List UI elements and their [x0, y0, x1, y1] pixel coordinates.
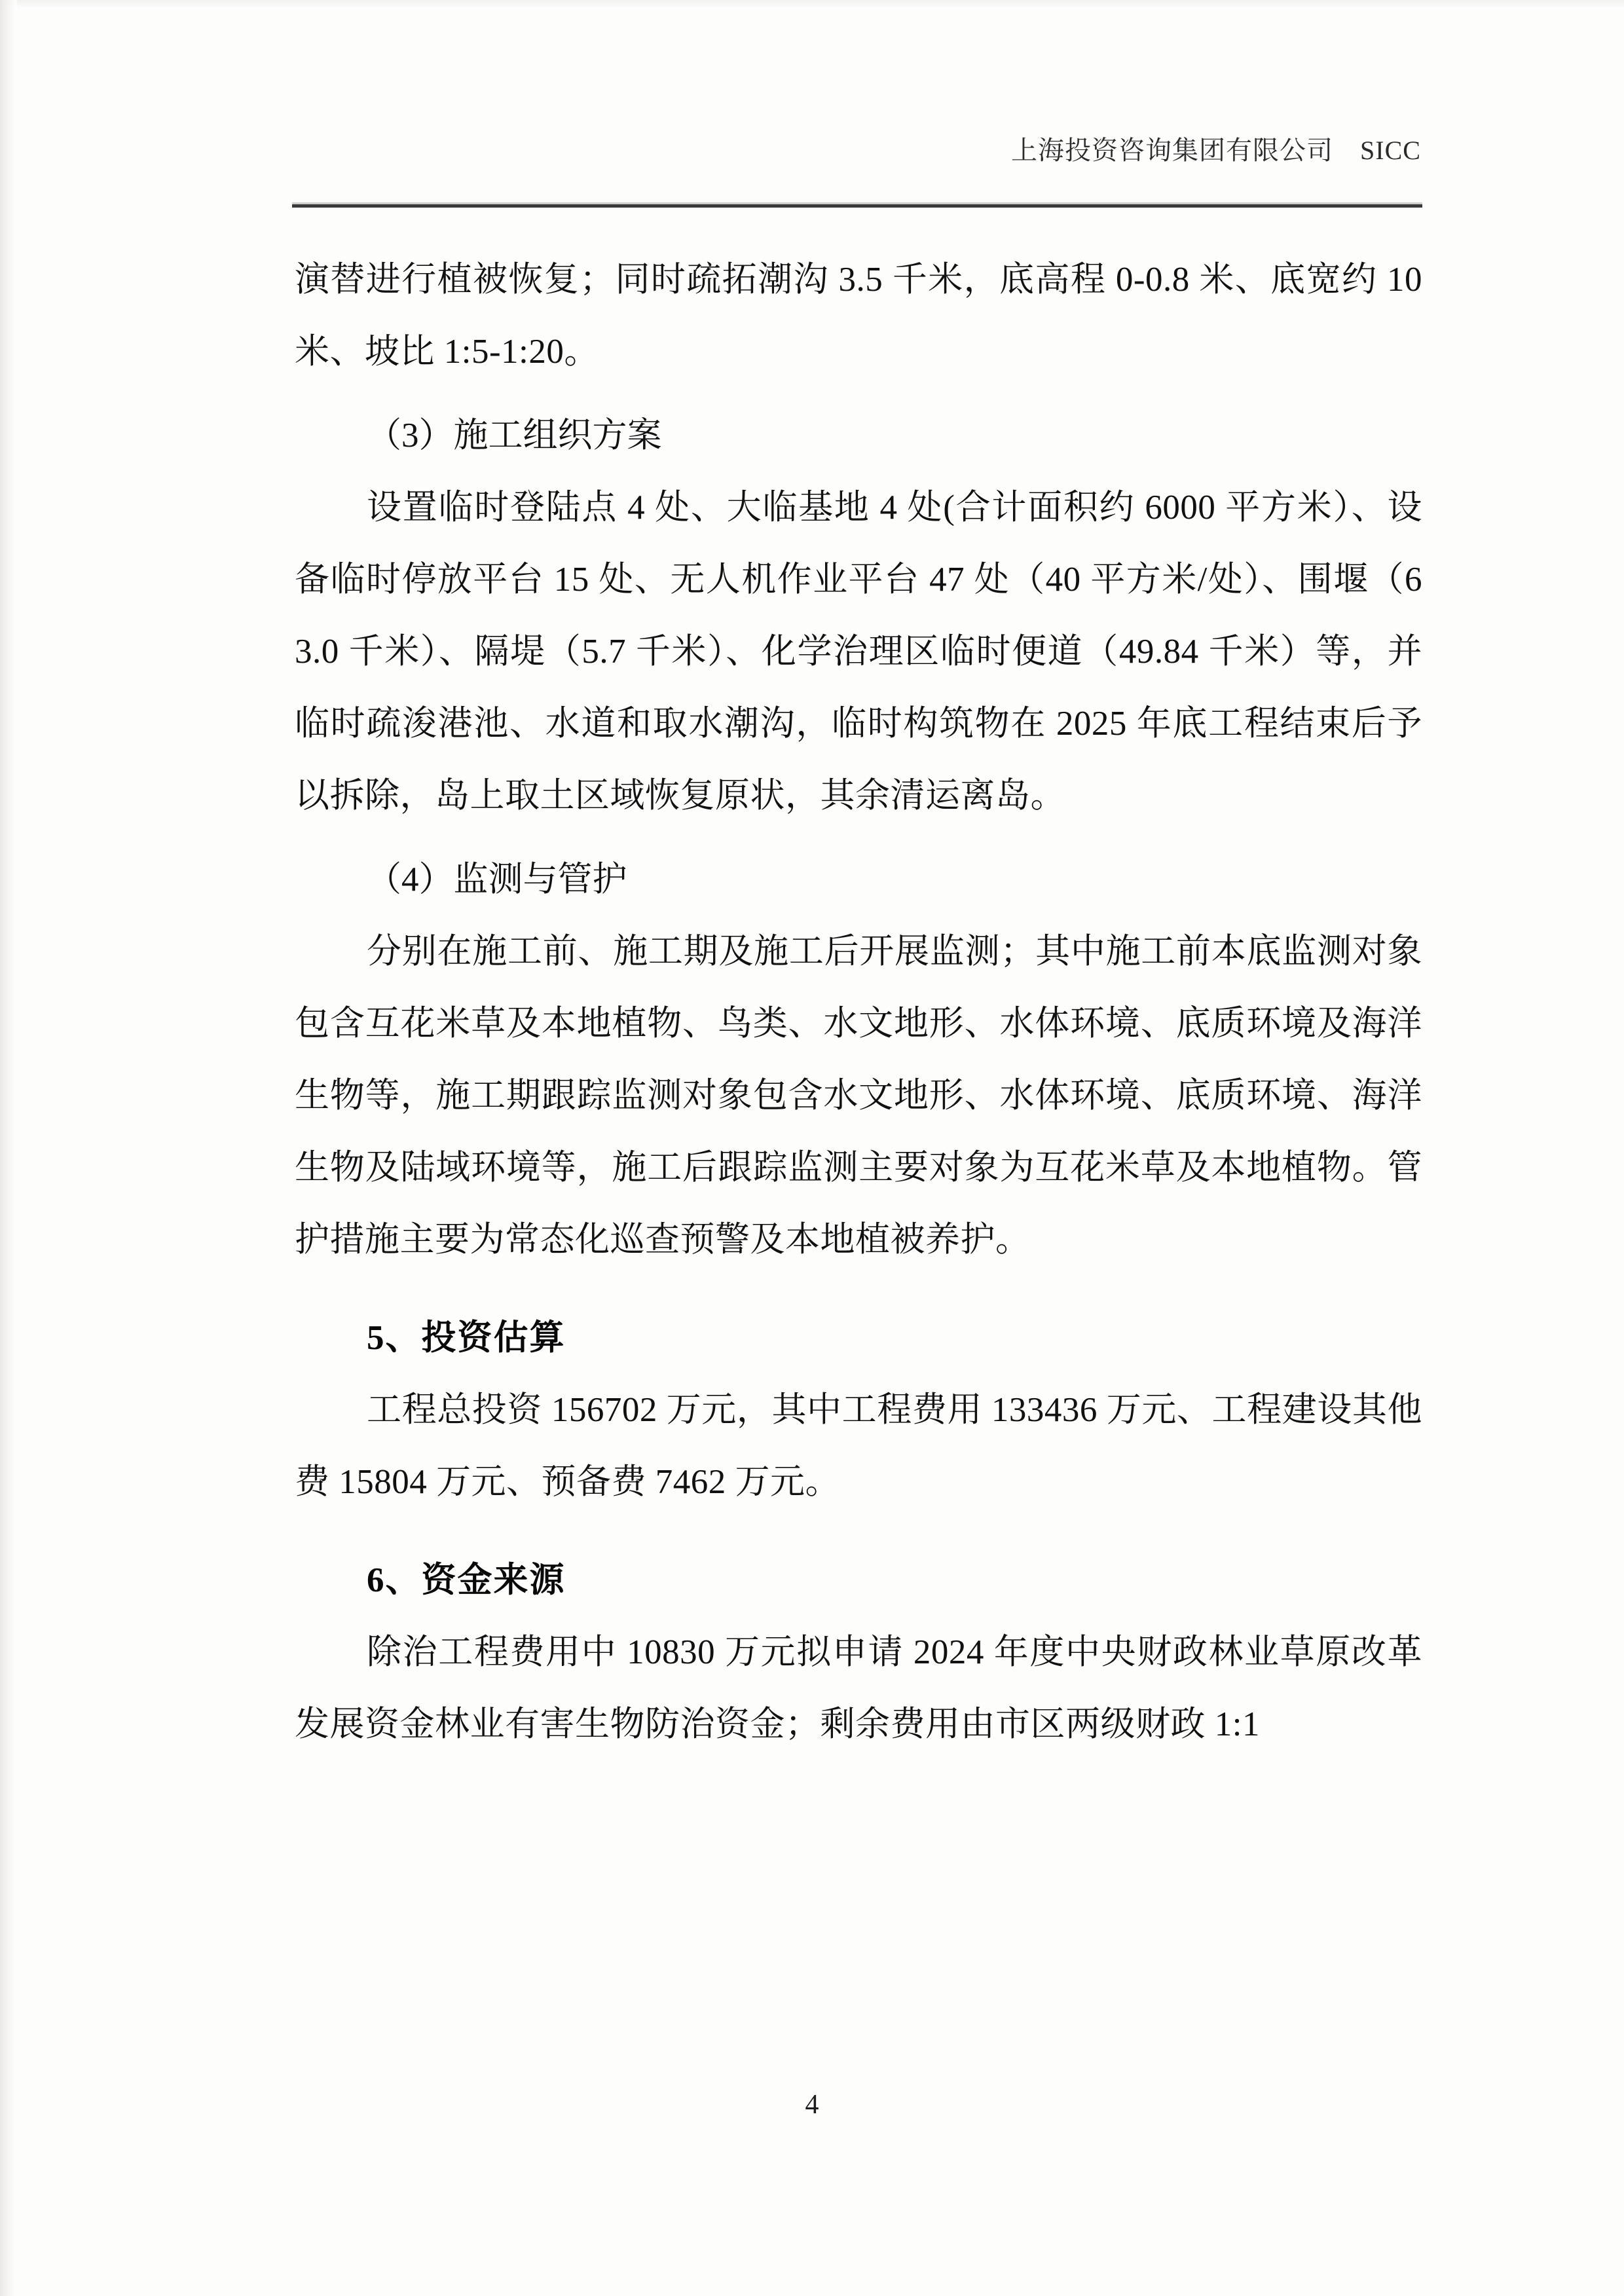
subheading-construction-organization: （3）施工组织方案 — [367, 417, 662, 454]
paragraph-investment-estimate: 工程总投资 156702 万元，其中工程费用 133436 万元、工程建设其他费 15804 万元、预备费 7462 万元。 — [295, 1391, 1422, 1501]
header-company-name: 上海投资咨询集团有限公司 SICC — [1011, 136, 1421, 165]
subheading-monitoring-management: （4）监测与管护 — [367, 861, 627, 898]
paragraph-funding-source: 除治工程费用中 10830 万元拟申请 2024 年度中央财政林业草原改革发展资金林业有害生物防治资金；剩余费用由市区两级财政 1:1 — [295, 1633, 1422, 1743]
heading-funding-source: 6、资金来源 — [367, 1561, 566, 1599]
page-footer — [0, 2089, 1624, 2120]
scan-edge-top — [0, 0, 1624, 9]
paragraph-construction-organization: 设置临时登陆点 4 处、大临基地 4 处(合计面积约 6000 平方米）、设备临时停放平台 15 处、无人机作业平台 47 处（40 平方米/处）、围堰（63.0 千米）、隔堤（5.7 千米）、化学治理区临时便道（49.84 千米）等，并临时疏浚港池、水道和取水潮沟，临时构筑物在 2025 年底工程结束后予以拆除，岛上取土区域恢复原状，其余清运离岛。 — [295, 489, 1422, 815]
spacer — [295, 1518, 1422, 1544]
spacer — [295, 832, 1422, 843]
scan-edge-left — [0, 0, 17, 2296]
spacer — [295, 388, 1422, 399]
paragraph-monitoring-management: 分别在施工前、施工期及施工后开展监测；其中施工前本底监测对象包含互花米草及本地植物、鸟类、水文地形、水体环境、底质环境及海洋生物等，施工期跟踪监测对象包含水文地形、水体环境、底质环境、海洋生物及陆域环境等，施工后跟踪监测主要对象为互花米草及本地植物。管护措施主要为常态化巡查预警及本地植被养护。 — [295, 933, 1422, 1259]
header-divider-rule — [292, 204, 1422, 208]
page-header — [293, 130, 1421, 167]
document-body — [295, 244, 1422, 1760]
paragraph-continued-vegetation: 演替进行植被恢复；同时疏拓潮沟 3.5 千米，底高程 0-0.8 米、底宽约 10 米、坡比 1:5-1:20。 — [295, 261, 1422, 371]
heading-investment-estimate: 5、投资估算 — [367, 1319, 566, 1357]
spacer — [295, 1276, 1422, 1302]
page-number: 4 — [805, 2090, 819, 2120]
